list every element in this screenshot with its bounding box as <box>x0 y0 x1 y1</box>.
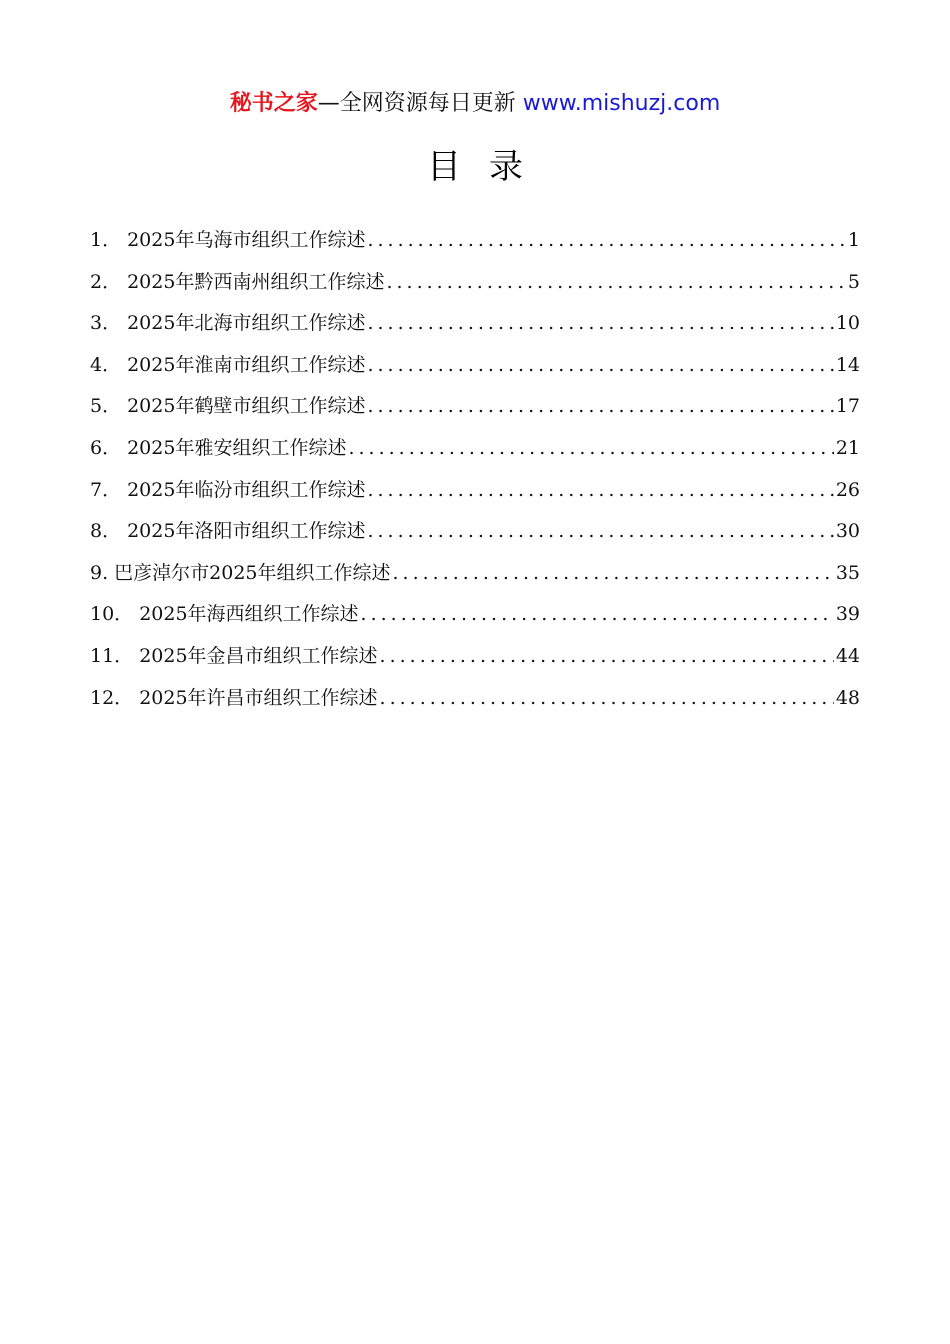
toc-entry-page: 30 <box>835 520 860 543</box>
toc-entry-page: 21 <box>835 436 860 459</box>
toc-entry[interactable] <box>90 513 860 555</box>
toc-dot-leader <box>361 596 834 632</box>
toc-entry-number: 6． <box>90 436 122 459</box>
toc-dot-leader <box>367 305 833 341</box>
toc-entry-number: 8． <box>90 520 122 543</box>
toc-dot-leader <box>386 264 845 300</box>
toc-entry-title: 巴彦淖尔市2025年组织工作综述 <box>114 561 391 584</box>
toc-entry[interactable] <box>90 596 860 638</box>
toc-entry-page: 35 <box>835 561 860 584</box>
toc-entry-title: 2025年北海市组织工作综述 <box>127 312 366 335</box>
toc-entry-page: 39 <box>835 603 860 626</box>
toc-entry-number: 4． <box>90 353 122 376</box>
toc-entry-page: 14 <box>835 353 860 376</box>
toc-dot-leader <box>367 222 845 258</box>
toc-entry-title: 2025年金昌市组织工作综述 <box>139 644 378 667</box>
toc-entry-title: 2025年雅安组织工作综述 <box>127 436 347 459</box>
toc-entry-title: 2025年海西组织工作综述 <box>139 603 359 626</box>
toc-dot-leader <box>367 472 833 508</box>
table-of-contents <box>90 222 860 721</box>
toc-dot-leader <box>367 513 833 549</box>
toc-entry-title: 2025年乌海市组织工作综述 <box>127 229 366 251</box>
toc-entry-page: 48 <box>835 686 860 709</box>
toc-entry-number: 7． <box>90 478 122 501</box>
toc-entry[interactable] <box>90 264 860 306</box>
site-header <box>0 88 950 120</box>
toc-entry-title: 2025年临汾市组织工作综述 <box>127 478 366 501</box>
brand-name: 秘书之家 <box>229 91 318 116</box>
toc-entry-title: 2025年鹤壁市组织工作综述 <box>127 395 366 418</box>
toc-entry-title: 2025年许昌市组织工作综述 <box>139 686 378 709</box>
toc-entry-number: 9. <box>90 561 109 584</box>
toc-dot-leader <box>380 638 834 674</box>
toc-entry-page: 44 <box>835 644 860 667</box>
toc-dot-leader <box>367 388 833 424</box>
toc-entry[interactable] <box>90 388 860 430</box>
toc-dot-leader <box>367 347 833 383</box>
toc-entry-page: 5 <box>847 270 860 293</box>
toc-entry-title: 2025年黔西南州组织工作综述 <box>127 270 385 293</box>
toc-entry-page: 26 <box>835 478 860 501</box>
toc-entry[interactable] <box>90 305 860 347</box>
toc-entry[interactable] <box>90 222 860 264</box>
toc-entry-number: 11． <box>90 644 134 667</box>
toc-entry-number: 10． <box>90 603 134 626</box>
toc-entry-page: 10 <box>835 312 860 335</box>
toc-entry[interactable] <box>90 347 860 389</box>
toc-entry-page: 17 <box>835 395 860 418</box>
toc-entry[interactable] <box>90 638 860 680</box>
toc-dot-leader <box>380 680 834 716</box>
toc-entry[interactable] <box>90 555 860 597</box>
site-url-link[interactable]: www.mishuzj.com <box>522 91 721 116</box>
toc-entry-number: 2． <box>90 270 122 293</box>
toc-entry-page: 1 <box>847 229 860 251</box>
toc-entry[interactable] <box>90 472 860 514</box>
page-title: 目录 <box>427 147 551 187</box>
toc-entry-number: 3． <box>90 312 122 335</box>
site-slogan: —全网资源每日更新 <box>317 91 516 116</box>
toc-entry-title: 2025年淮南市组织工作综述 <box>127 353 366 376</box>
toc-dot-leader <box>393 555 834 591</box>
toc-entry[interactable] <box>90 680 860 722</box>
toc-entry-title: 2025年洛阳市组织工作综述 <box>127 520 366 543</box>
toc-entry-number: 5． <box>90 395 122 418</box>
toc-dot-leader <box>348 430 833 466</box>
toc-entry[interactable] <box>90 430 860 472</box>
toc-entry-number: 1． <box>90 229 122 251</box>
toc-entry-number: 12． <box>90 686 134 709</box>
